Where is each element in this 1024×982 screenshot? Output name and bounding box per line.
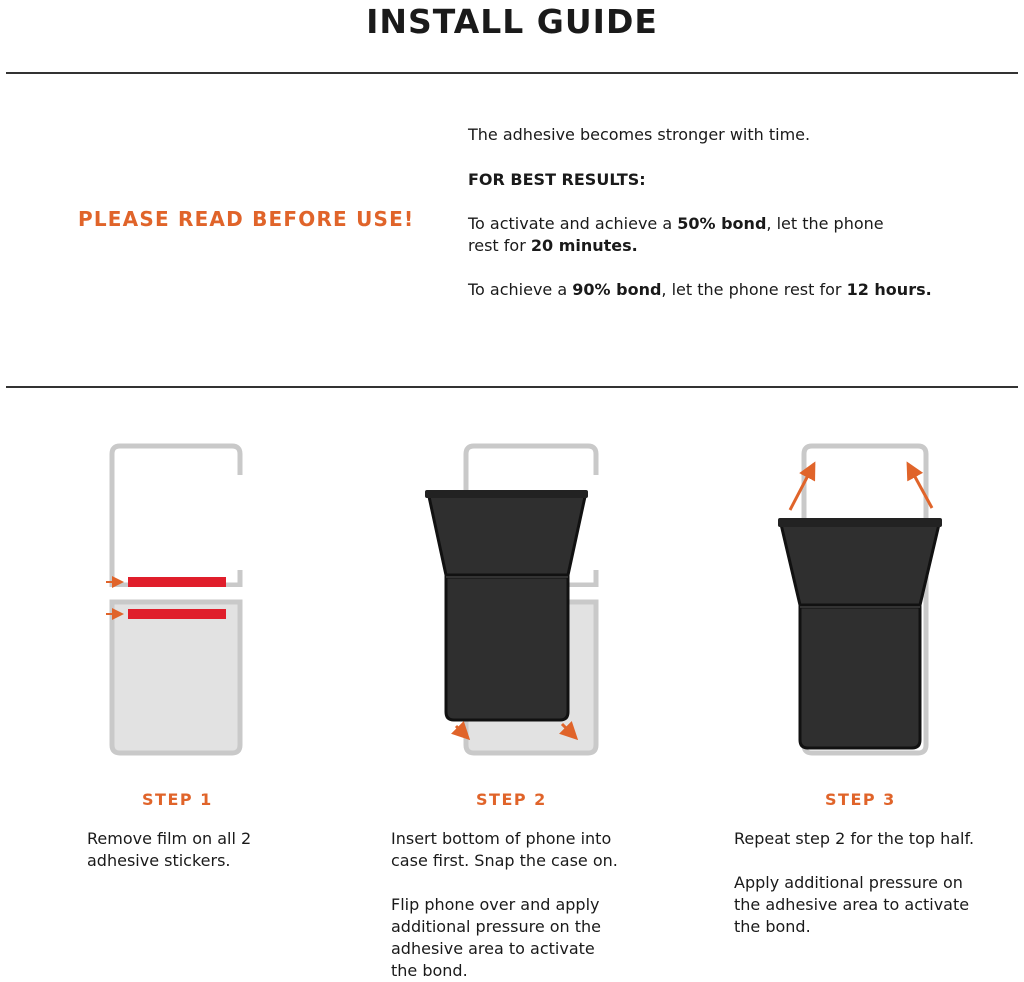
phone-top-half xyxy=(428,492,586,575)
text-fragment: , let the phone xyxy=(766,214,884,233)
step1-title: STEP 1 xyxy=(142,790,213,809)
text-fragment: rest for xyxy=(468,236,531,255)
step3-description xyxy=(734,828,974,938)
step3-title: STEP 3 xyxy=(825,790,896,809)
text-line: adhesive area to activate xyxy=(391,939,595,958)
middle-divider xyxy=(6,386,1018,388)
text-line: Flip phone over and apply xyxy=(391,895,600,914)
time-12-highlight: 12 hours. xyxy=(846,280,932,299)
text-line xyxy=(391,872,618,894)
step1-illustration xyxy=(100,420,260,765)
text-line: the bond. xyxy=(391,961,468,980)
text-line: adhesive stickers. xyxy=(87,851,231,870)
phone-top-edge xyxy=(778,518,942,527)
case-bottom-half xyxy=(112,602,240,753)
text-line: the adhesive area to activate xyxy=(734,895,970,914)
text-line: Remove film on all 2 xyxy=(87,829,252,848)
step2-title: STEP 2 xyxy=(476,790,547,809)
page-title: INSTALL GUIDE xyxy=(366,2,658,41)
text-line: additional pressure on the xyxy=(391,917,602,936)
step2-illustration xyxy=(420,420,610,765)
step2-description xyxy=(391,828,618,982)
text-line: Insert bottom of phone into xyxy=(391,829,612,848)
best-results-heading: FOR BEST RESULTS: xyxy=(468,170,646,189)
text-fragment: , let the phone rest for xyxy=(661,280,847,299)
fifty-percent-text xyxy=(468,213,884,257)
text-line: Apply additional pressure on xyxy=(734,873,963,892)
case-top-half xyxy=(112,446,240,585)
phone-top-edge xyxy=(425,490,588,498)
adhesive-strip-top xyxy=(128,577,226,587)
time-20-highlight: 20 minutes. xyxy=(530,236,638,255)
phone-bottom-half xyxy=(800,607,920,748)
bond-50-highlight: 50% bond xyxy=(677,214,767,233)
warning-text: PLEASE READ BEFORE USE! xyxy=(78,207,415,231)
text-line xyxy=(734,850,974,872)
phone-top-half xyxy=(780,520,940,605)
text-line: the bond. xyxy=(734,917,811,936)
phone-bottom-half xyxy=(446,577,568,720)
text-fragment: To activate and achieve a xyxy=(468,214,678,233)
step3-illustration xyxy=(770,420,960,765)
top-divider xyxy=(6,72,1018,74)
text-line: Repeat step 2 for the top half. xyxy=(734,829,975,848)
text-fragment: To achieve a xyxy=(468,280,573,299)
hinge-gap xyxy=(108,587,248,599)
ninety-percent-text xyxy=(468,279,932,301)
step1-description xyxy=(87,828,251,872)
bond-90-highlight: 90% bond xyxy=(572,280,662,299)
adhesive-strip-bottom xyxy=(128,609,226,619)
text-line: case first. Snap the case on. xyxy=(391,851,618,870)
intro-text: The adhesive becomes stronger with time. xyxy=(468,125,811,144)
